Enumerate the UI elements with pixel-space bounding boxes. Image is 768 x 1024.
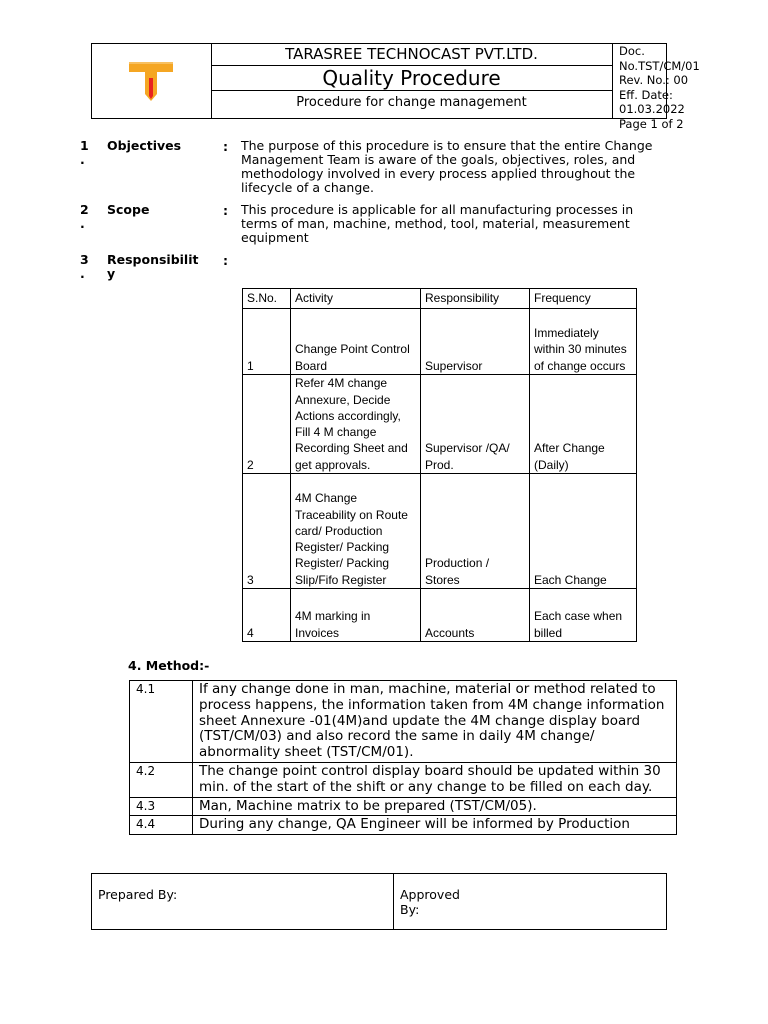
method-step-text: If any change done in man, machine, material or method related to process happens, the information taken from 4M change information sheet Annexure -01(4M)and update the 4M change display board (TST/CM/03) and also record the same in daily 4M change/ abnormality sheet (TST/CM/01).: [193, 681, 677, 763]
section-colon: :: [223, 253, 228, 268]
document-title: Quality Procedure: [211, 66, 612, 91]
method-heading: 4. Method:-: [128, 658, 210, 673]
table-row: [130, 681, 677, 763]
method-step-text: Man, Machine matrix to be prepared (TST/CM/05).: [193, 797, 677, 816]
section-colon: :: [223, 139, 228, 154]
method-step-number: 4.2: [130, 762, 193, 797]
table-cell: 4M Change Traceability on Route card/ Production Register/ Packing Register/ Packing Slip/Fifo Register: [291, 474, 421, 589]
method-step-text: During any change, QA Engineer will be informed by Production: [193, 816, 677, 835]
table-header-cell: S.No.: [243, 289, 291, 309]
table-header-cell: Activity: [291, 289, 421, 309]
table-cell: 4: [243, 589, 291, 642]
document-subtitle: Procedure for change management: [296, 95, 527, 110]
company-logo-icon: [127, 60, 177, 104]
table-cell: Supervisor /QA/ Prod.: [421, 375, 530, 474]
table-cell: 3: [243, 474, 291, 589]
logo-cell: [92, 44, 212, 118]
table-cell: After Change (Daily): [530, 375, 637, 474]
table-cell: 1: [243, 309, 291, 375]
table-row: [130, 762, 677, 797]
table-cell: Supervisor: [421, 309, 530, 375]
table-header-cell: Responsibility: [421, 289, 530, 309]
section-number: 1 .: [80, 138, 89, 167]
section-title: Responsibilit y: [107, 252, 199, 281]
company-name: TARASREE TECHNOCAST PVT.LTD.: [211, 44, 612, 66]
table-cell: Each case when billed: [530, 589, 637, 642]
section-colon: :: [223, 203, 228, 218]
page-number: Page 1 of 2: [619, 116, 684, 131]
table-cell: Immediately within 30 minutes of change occurs: [530, 309, 637, 375]
table-header-cell: Frequency: [530, 289, 637, 309]
section-title: Objectives: [107, 138, 182, 153]
header-title-block: [211, 44, 613, 118]
section-number: 3 .: [80, 252, 89, 281]
table-cell: 2: [243, 375, 291, 474]
method-table: [129, 680, 677, 835]
prepared-by-cell: [92, 874, 394, 929]
table-cell: Each Change: [530, 474, 637, 589]
section-text: This procedure is applicable for all manufacturing processes in terms of man, machine, method, tool, material, measurement equipment: [241, 202, 634, 245]
document-header: [91, 43, 700, 131]
prepared-by-label: Prepared By:: [98, 887, 178, 902]
table-row: [130, 816, 677, 835]
table-cell: Change Point Control Board: [291, 309, 421, 375]
table-cell: Production / Stores: [421, 474, 530, 589]
table-cell: Refer 4M change Annexure, Decide Actions accordingly, Fill 4 M change Recording Sheet and get approvals.: [291, 375, 421, 474]
section-number: 2 .: [80, 202, 89, 231]
effective-date: Eff. Date: 01.03.2022: [619, 87, 685, 116]
approved-by-label: Approved By:: [400, 887, 460, 917]
table-row: [243, 589, 637, 642]
revision-number: Rev. No.: 00: [619, 73, 689, 87]
section-title: Scope: [107, 202, 150, 217]
table-row: [243, 474, 637, 589]
doc-number: Doc. No.TST/CM/01: [619, 44, 700, 73]
table-cell: Accounts: [421, 589, 530, 642]
responsibility-table: [242, 288, 637, 642]
table-row: [130, 797, 677, 816]
method-step-number: 4.1: [130, 681, 193, 763]
table-row: [243, 309, 637, 375]
table-cell: 4M marking in Invoices: [291, 589, 421, 642]
section-text: The purpose of this procedure is to ensure that the entire Change Management Team is aware of the goals, objectives, roles, and methodology involved in every process applied throughout the lifecycle of a change.: [241, 138, 653, 195]
document-control-info: [619, 44, 700, 131]
method-step-number: 4.3: [130, 797, 193, 816]
table-header-row: [243, 289, 637, 309]
method-step-text: The change point control display board should be updated within 30 min. of the start of the shift or any change to be filled on each day.: [193, 762, 677, 797]
table-row: [243, 375, 637, 474]
signoff-box: [91, 873, 667, 930]
method-step-number: 4.4: [130, 816, 193, 835]
